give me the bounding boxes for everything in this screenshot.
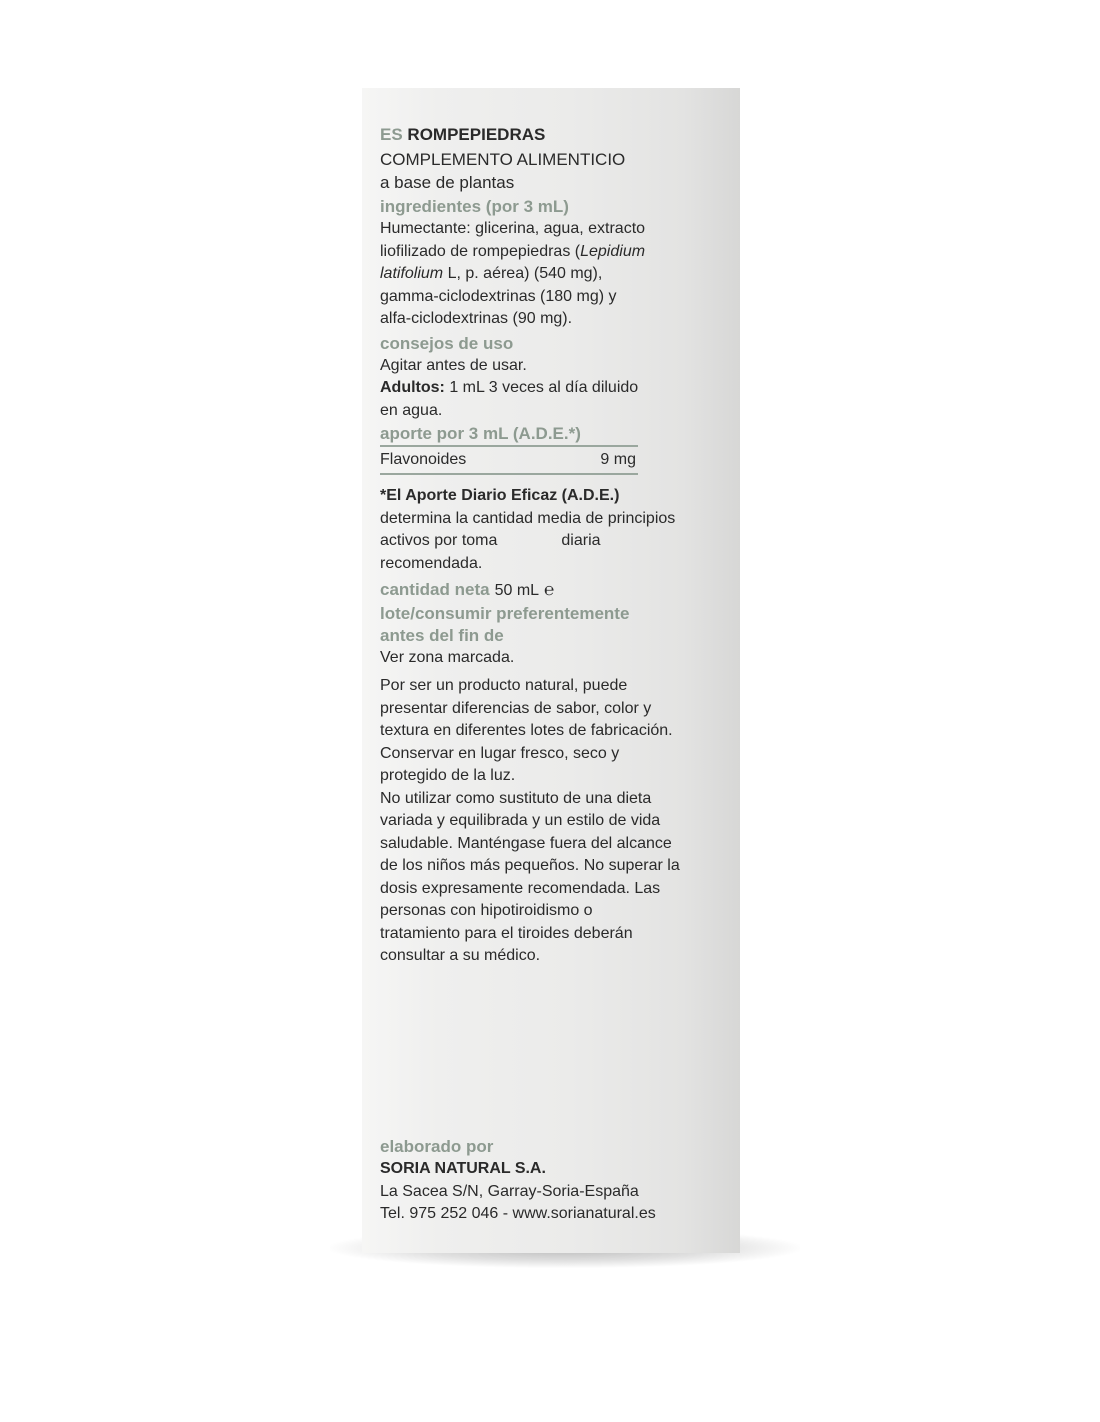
net-quantity-value: 50 mL: [494, 582, 540, 599]
lot-text: Ver zona marcada.: [380, 648, 515, 666]
nutrient-name: Flavonoides: [380, 451, 467, 468]
category-line-1: COMPLEMENTO ALIMENTICIO: [380, 150, 626, 169]
table-row: [380, 447, 638, 473]
language-code: ES: [380, 125, 403, 144]
warning-line: textura en diferentes lotes de fabricación.: [380, 722, 673, 739]
nutrient-value: 9 mg: [600, 451, 636, 468]
net-quantity-heading: cantidad neta: [380, 580, 490, 599]
ingredients-line-1: Humectante: glicerina, agua, extracto: [380, 220, 646, 237]
net-quantity: [380, 579, 730, 603]
adults-dosage: 1 mL 3 veces al día diluido: [444, 379, 639, 396]
warning-line: personas con hipotiroidismo o: [380, 902, 593, 919]
usage-line-1: Agitar antes de usar.: [380, 356, 527, 374]
warning-line: tratamiento para el tiroides deberán: [380, 924, 633, 942]
ade-note: [380, 485, 730, 575]
ingredients-line-3: [380, 263, 730, 286]
ade-note-line-3: [380, 530, 730, 553]
product-name: ROMPEPIEDRAS: [407, 125, 546, 144]
manufacturer-name: SORIA NATURAL S.A.: [380, 1160, 546, 1177]
scientific-name-species: latifolium: [380, 265, 444, 282]
ingredients-line-2-text: liofilizado de rompepiedras (: [380, 242, 581, 260]
ingredients-line-3-text: L, p. aérea) (540 mg),: [443, 265, 603, 282]
warning-line: Por ser un producto natural, puede: [380, 677, 628, 694]
ade-note-line-4: recomendada.: [380, 554, 483, 572]
ade-note-title: *El Aporte Diario Eficaz (A.D.E.): [380, 487, 620, 504]
estimated-sign-icon: ℮: [544, 580, 555, 599]
lot-heading-line-1: lote/consumir preferentemente: [380, 603, 630, 623]
label-content: [380, 124, 730, 968]
manufacturer-address: La Sacea S/N, Garray-Soria-España: [380, 1182, 639, 1200]
warning-line: dosis expresamente recomendada. Las: [380, 879, 661, 897]
warnings-paragraph-2: [380, 788, 730, 968]
warning-line: consultar a su médico.: [380, 947, 541, 964]
contribution-table: [380, 423, 638, 475]
product-title: [380, 124, 730, 146]
adults-label: Adultos:: [380, 379, 445, 396]
contribution-heading: aporte por 3 mL (A.D.E.*): [380, 424, 581, 443]
usage-line-2: [380, 377, 730, 400]
warning-line: variada y equilibrada y un estilo de vida: [380, 812, 661, 829]
ingredients-heading: ingredientes (por 3 mL): [380, 197, 569, 216]
ingredients-line-2: [380, 241, 730, 264]
ade-note-line-2: determina la cantidad media de principios: [380, 509, 676, 527]
ingredients-line-4: gamma-ciclodextrinas (180 mg) y: [380, 287, 617, 305]
warning-line: presentar diferencias de sabor, color y: [380, 699, 652, 717]
lot-heading-line-2: antes del fin de: [380, 625, 504, 645]
warning-line: saludable. Manténgase fuera del alcance: [380, 834, 672, 852]
warning-line: No utilizar como sustituto de una dieta: [380, 789, 652, 807]
usage-heading: consejos de uso: [380, 333, 514, 353]
category-line-2: a base de plantas: [380, 173, 515, 192]
ade-note-line-3b: diaria: [561, 532, 601, 549]
warning-line: Conservar en lugar fresco, seco y: [380, 744, 620, 762]
warnings-paragraph-1: [380, 675, 730, 788]
manufacturer-contact: Tel. 975 252 046 - www.sorianatural.es: [380, 1205, 656, 1222]
manufacturer-block: [380, 1136, 730, 1226]
scientific-name-genus: Lepidium: [580, 242, 646, 260]
warning-line: protegido de la luz.: [380, 767, 516, 784]
table-rule-bottom: [380, 473, 638, 475]
manufacturer-heading: elaborado por: [380, 1137, 494, 1156]
usage-line-3: en agua.: [380, 401, 443, 419]
ade-note-line-3a: activos por toma: [380, 532, 498, 549]
product-box-side-panel: [362, 88, 740, 1253]
warning-line: de los niños más pequeños. No superar la: [380, 857, 680, 874]
ingredients-line-5: alfa-ciclodextrinas (90 mg).: [380, 310, 573, 327]
